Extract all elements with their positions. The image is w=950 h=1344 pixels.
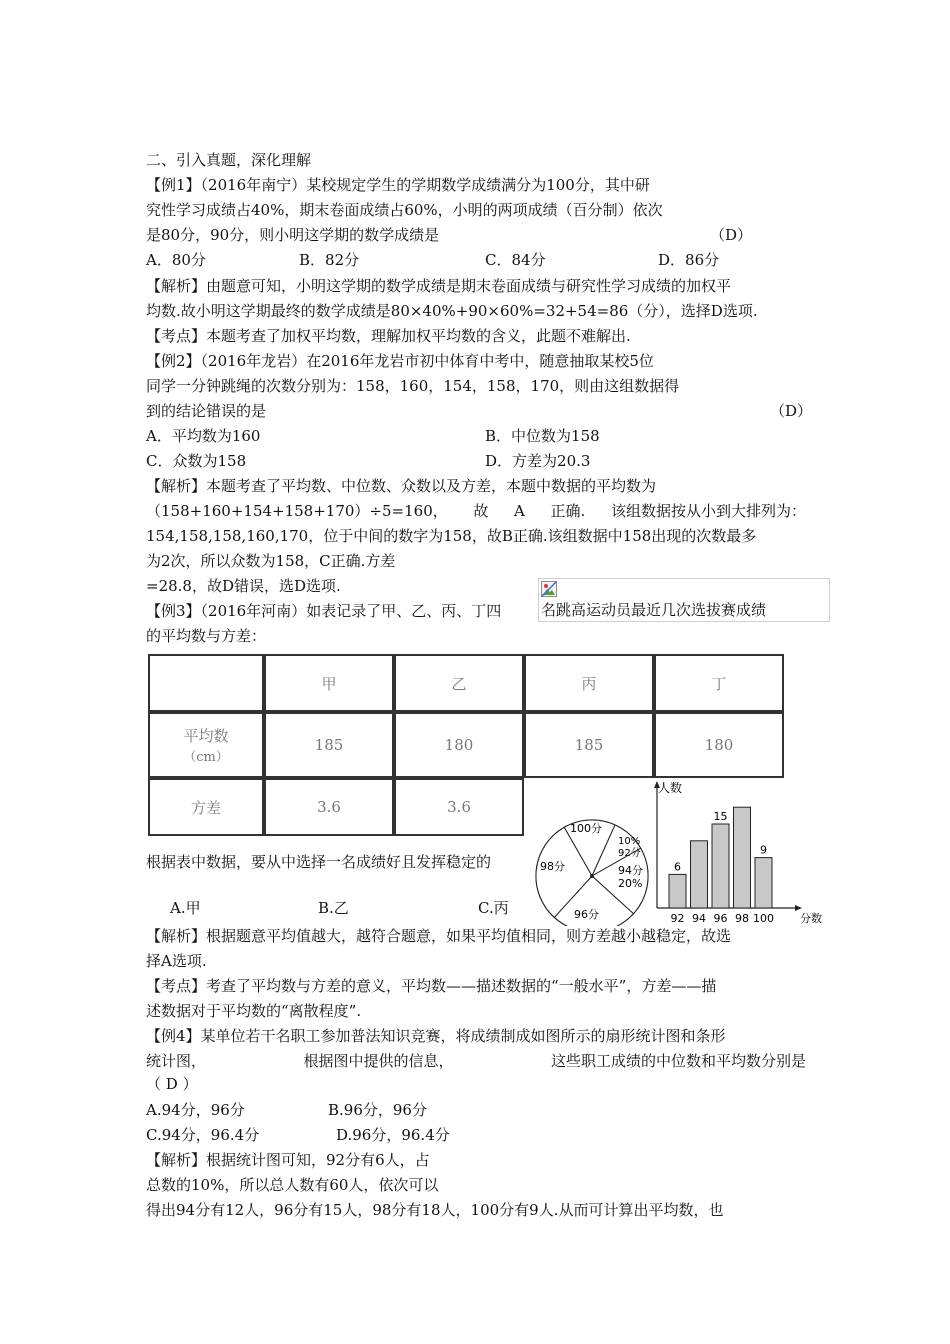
ex4-analysis-3: 得出94分有12人，96分有15人，98分有18人，100分有9人.从而可计算出平均数，也 (146, 1201, 724, 1219)
pie-label: 98分 (540, 860, 565, 873)
table-header-cell: 丁 (654, 654, 784, 712)
bar-98 (734, 807, 751, 908)
ex3-option-a: A.甲 (170, 899, 201, 917)
ex4-line-3: （ D ） (146, 1075, 198, 1093)
ex2-analysis-2-part: 故 (473, 502, 489, 520)
broken-image-icon (541, 581, 557, 597)
table-row-label: 方差 (148, 778, 264, 836)
ex3-option-b: B.乙 (318, 899, 349, 917)
bar-chart (640, 778, 840, 932)
ex4-line-2-part: 统计图， (146, 1052, 207, 1070)
bar-data-label: 9 (760, 843, 767, 857)
ex4-analysis-2: 总数的10%，所以总人数有60人，依次可以 (146, 1176, 439, 1194)
table-cell: 3.6 (394, 778, 524, 836)
broken-image-frame (538, 578, 830, 622)
ex2-line-1: 【例2】（2016年龙岩）在2016年龙岩市初中体育中考中，随意抽取某校5位 (146, 352, 654, 370)
table-header-cell (148, 654, 264, 712)
ex1-analysis-2: 均数.故小明这学期最终的数学成绩是80×40%+90×60%=32+54=86（分），选择D选项. (146, 302, 758, 320)
bar-94 (691, 841, 708, 908)
ex1-line-3: 是80分，90分，则小明这学期的数学成绩是 (146, 226, 440, 244)
ex2-answer: （D） (770, 402, 813, 420)
ex2-analysis-2-part: A (514, 502, 525, 520)
ex1-option-b: B．82分 (299, 251, 360, 269)
ex3-analysis-2: 择A选项. (146, 952, 207, 970)
bar-tick-label: 100 (753, 912, 774, 925)
ex1-answer: （D） (710, 226, 753, 244)
bar-92 (669, 874, 686, 908)
bar-96 (712, 824, 729, 908)
bar-tick-label: 96 (713, 912, 728, 925)
ex1-line-2: 究性学习成绩占40%，期末卷面成绩占60%，小明的两项成绩（百分制）依次 (146, 201, 663, 219)
ex4-option-d: D.96分，96.4分 (336, 1126, 450, 1144)
bar-tick-label: 92 (670, 912, 685, 925)
ex3-point-1: 【考点】考查了平均数与方差的意义，平均数——描述数据的“一般水平”，方差——描 (146, 977, 717, 995)
ex4-option-b: B.96分，96分 (328, 1101, 427, 1119)
mean-unit: （cm） (183, 750, 229, 765)
table-cell: 180 (394, 712, 524, 778)
ex1-analysis-1: 【解析】由题意可知，小明这学期的数学成绩是期末卷面成绩与研究性学习成绩的加权平 (146, 277, 732, 295)
bar-data-label: 6 (674, 860, 681, 874)
pie-label: 92分 (618, 848, 641, 859)
pie-label: 10% (618, 836, 641, 847)
ex2-analysis-1: 【解析】本题考查了平均数、中位数、众数以及方差，本题中数据的平均数为 (146, 477, 657, 495)
ex1-option-c: C．84分 (485, 251, 546, 269)
pie-label: 96分 (574, 908, 599, 921)
pie-label: 20% (618, 877, 643, 890)
ex1-point: 【考点】本题考查了加权平均数，理解加权平均数的含义，此题不难解出. (146, 327, 631, 345)
ex2-line-3: 到的结论错误的是 (146, 402, 267, 420)
bar-100 (755, 858, 772, 908)
ex4-line-1: 【例4】某单位若干名职工参加普法知识竞赛，将成绩制成如图所示的扇形统计图和条形 (146, 1027, 726, 1045)
table-cell: 3.6 (264, 778, 394, 836)
ex2-option-b: B．中位数为158 (485, 427, 600, 445)
image-caption: 名跳高运动员最近几次选拔赛成绩 (541, 601, 767, 619)
ex3-line-1: 【例3】（2016年河南）如表记录了甲、乙、丙、丁四 (146, 602, 502, 620)
table-cell: 180 (654, 712, 784, 778)
ex3-question: 根据表中数据，要从中选择一名成绩好且发挥稳定的 (146, 853, 492, 871)
ex2-analysis-2 (146, 501, 806, 521)
pie-label: 94分 (618, 864, 643, 877)
pie-label: 100分 (570, 822, 602, 835)
ex2-analysis-4: 为2次，所以众数为158，C正确.方差 (146, 552, 396, 570)
ex2-analysis-3: 154,158,158,160,170，位于中间的数字为158，故B正确.该组数据中158出现的次数最多 (146, 527, 757, 545)
ex3-option-c: C.丙 (478, 899, 509, 917)
ex1-line-1: 【例1】（2016年南宁）某校规定学生的学期数学成绩满分为100分，其中研 (146, 176, 650, 194)
mean-label: 平均数 (183, 727, 229, 745)
ex4-line-2-part: 根据图中提供的信息， (303, 1052, 454, 1070)
ex4-option-a: A.94分，96分 (146, 1101, 245, 1119)
ex4-line-2 (146, 1051, 806, 1071)
ex1-option-d: D．86分 (658, 251, 720, 269)
bar-data-label: 15 (713, 810, 728, 823)
ex2-analysis-2-part: （158+160+154+158+170）÷5=160， (146, 502, 448, 520)
table-cell: 185 (264, 712, 394, 778)
ex2-analysis-2-part: 该组数据按从小到大排列为： (610, 502, 806, 520)
ex2-option-a: A．平均数为160 (146, 427, 261, 445)
ex1-option-a: A．80分 (146, 251, 206, 269)
table-row-label (148, 712, 264, 778)
ex3-analysis-1: 【解析】根据题意平均值越大，越符合题意，如果平均值相同，则方差越小越稳定，故选 (146, 927, 732, 945)
ex2-analysis-2-part: 正确. (550, 502, 586, 520)
ex4-option-c: C.94分，96.4分 (146, 1126, 260, 1144)
table-header-cell: 乙 (394, 654, 524, 712)
table-cell: 185 (524, 712, 654, 778)
bar-tick-label: 94 (692, 912, 706, 925)
ex3-line-2: 的平均数与方差： (146, 627, 267, 645)
ex2-analysis-5: =28.8，故D错误，选D选项. (146, 577, 341, 595)
bar-x-arrow (795, 905, 802, 911)
ex4-line-2-part: 这些职工成绩的中位数和平均数分别是 (550, 1052, 806, 1070)
ex3-point-2: 述数据对于平均数的“离散程度”. (146, 1002, 362, 1020)
table-header-cell: 丙 (524, 654, 654, 712)
ex2-option-c: C．众数为158 (146, 452, 247, 470)
bar-y-label: 人数 (658, 781, 683, 795)
table-row (148, 712, 784, 778)
bar-x-label: 分数 (800, 912, 822, 925)
ex4-analysis-1: 【解析】根据统计图可知，92分有6人，占 (146, 1151, 430, 1169)
ex2-option-d: D．方差为20.3 (485, 452, 591, 470)
table-header-cell: 甲 (264, 654, 394, 712)
ex2-line-2: 同学一分钟跳绳的次数分别为：158，160，154，158，170，则由这组数据得 (146, 377, 680, 395)
section-title: 二、引入真题，深化理解 (146, 151, 312, 169)
pie-center-dot (590, 874, 594, 878)
bar-tick-label: 98 (735, 912, 749, 925)
table-header-row (148, 654, 784, 712)
